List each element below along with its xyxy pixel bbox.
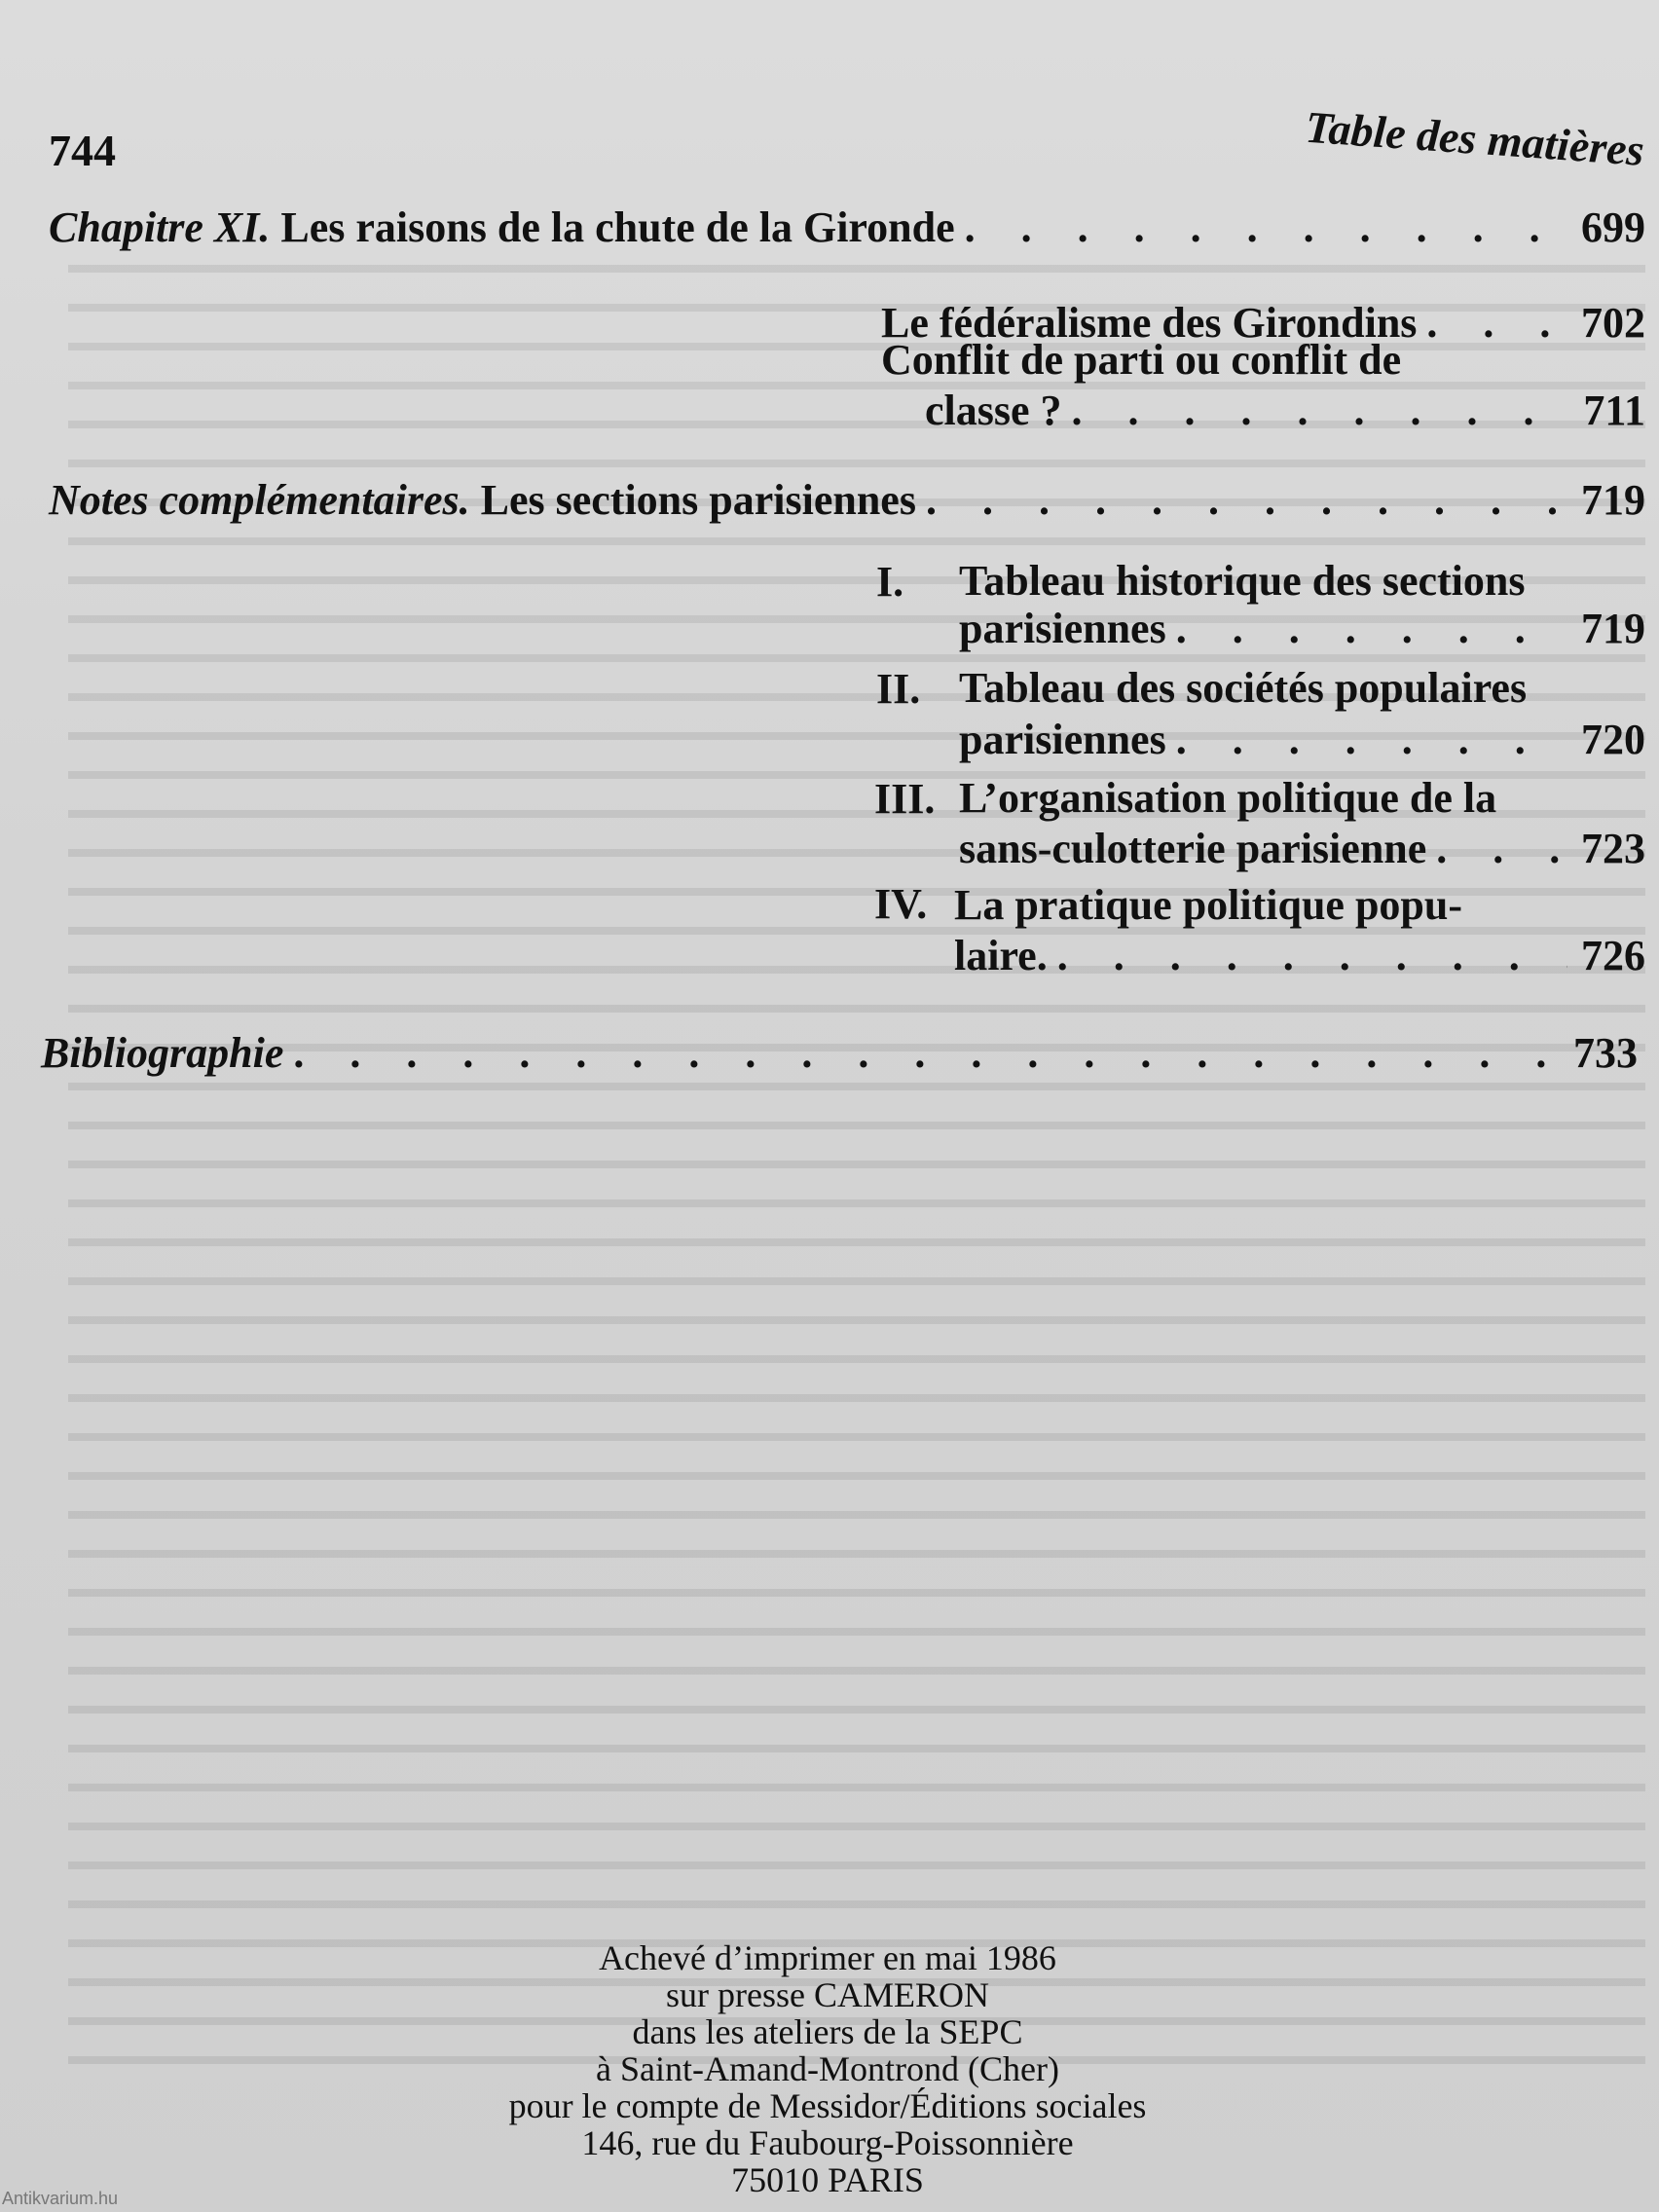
colophon-line: Achevé d’imprimer en mai 1986 [599,1938,1056,1977]
toc-entry-chapter-11 [49,204,1645,251]
notes-prefix: Notes complémentaires. [49,476,470,524]
colophon-line: à Saint-Amand-Montrond (Cher) [596,2049,1059,2088]
toc-entry-note-3 [959,826,1645,872]
colophon-line: sur presse CAMERON [666,1975,989,2014]
roman-numeral-4: IV. [874,880,928,928]
chapter-prefix: Chapitre XI. [49,203,271,251]
toc-page-number: 699 [1581,203,1645,251]
colophon-line: pour le compte de Messidor/Éditions sociales [508,2086,1147,2125]
colophon [389,1939,1266,2198]
toc-page-number: 723 [1581,825,1645,872]
note-3-line1: L’organisation politique de la [959,774,1497,822]
bibliography-title: Bibliographie [41,1029,284,1077]
toc-entry-note-1 [959,606,1645,652]
note-1-line2: parisiennes [959,605,1166,652]
toc-page-number: 726 [1581,932,1645,979]
toc-page-number: 702 [1581,299,1645,347]
page-header [49,101,1645,203]
dot-leader [1436,826,1567,872]
toc-entry-note-4 [954,933,1645,979]
toc-page-number: 720 [1581,716,1645,763]
colophon-line: 146, rue du Faubourg-Poissonnière [581,2123,1074,2162]
dot-leader [293,1030,1560,1077]
dot-leader [926,477,1567,524]
toc-page-number: 719 [1581,476,1645,524]
note-4-line1: La pratique politique popu- [954,881,1463,929]
dot-leader [1176,606,1567,652]
roman-numeral-3: III. [874,775,936,823]
colophon-line: dans les ateliers de la SEPC [632,2012,1023,2051]
colophon-line: 75010 PARIS [731,2160,924,2199]
note-4-line2: laire. [954,932,1048,979]
toc-page-number: 733 [1573,1029,1638,1077]
page-number: 744 [49,126,116,175]
dot-leader [1072,387,1567,434]
note-1-line1: Tableau historique des sections [959,557,1526,605]
roman-numeral-1: I. [876,558,904,606]
toc-entry-conflit [925,387,1645,434]
section-title-line2: classe ? [925,387,1062,434]
toc-entry-bibliographie [41,1030,1638,1077]
roman-numeral-2: II. [876,665,921,713]
note-2-line1: Tableau des sociétés populaires [959,664,1528,712]
dot-leader [1176,717,1567,763]
toc-entry-notes [49,477,1645,524]
note-2-line2: parisiennes [959,716,1166,763]
dot-leader [1057,933,1567,979]
section-title: Le fédéralisme des Girondins [881,299,1418,347]
running-title: Table des matières [1303,101,1645,175]
dot-leader [965,204,1567,251]
toc-page-number: 711 [1583,387,1645,434]
note-3-line2: sans-culotterie parisienne [959,825,1427,872]
toc-page-number: 719 [1581,605,1645,652]
watermark: Antikvarium.hu [2,2189,119,2208]
notes-title: Les sections parisiennes [480,476,916,524]
chapter-title: Les raisons de la chute de la Gironde [280,203,955,251]
toc-entry-note-2 [959,717,1645,763]
section-title-line1: Conflit de parti ou conflit de [881,336,1402,384]
